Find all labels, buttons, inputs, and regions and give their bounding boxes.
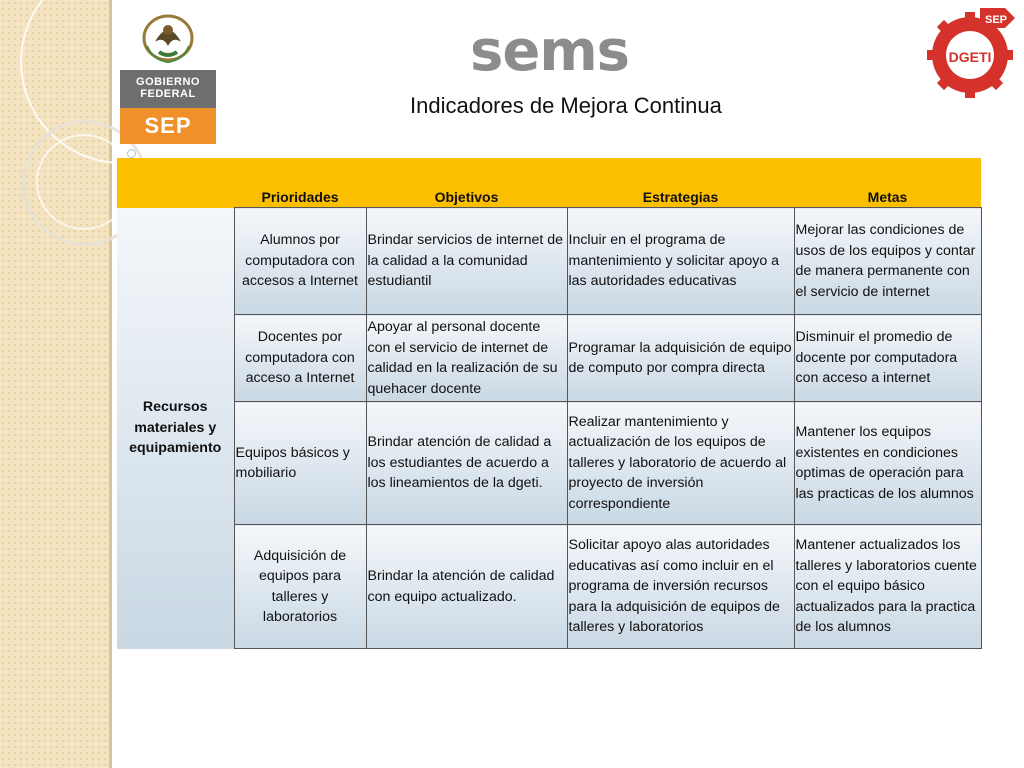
bullet-circle-icon	[127, 149, 136, 158]
header-objetivos: Objetivos	[366, 158, 567, 208]
estrategia-cell: Programar la adquisición de equipo de computo por compra directa	[567, 315, 794, 402]
meta-cell: Mejorar las condiciones de usos de los equipos y contar de manera permanente con el servicio de internet	[794, 208, 981, 315]
page-title: Indicadores de Mejora Continua	[410, 93, 722, 118]
header-prioridades: Prioridades	[234, 158, 366, 208]
side-category-label: Recursos materiales y equipamiento	[117, 208, 234, 649]
header-empty-cell	[117, 158, 234, 208]
table-row	[117, 525, 981, 649]
objetivo-cell: Brindar atención de calidad a los estudiantes de acuerdo a los lineamientos de la dgeti.	[366, 402, 567, 525]
prioridad-cell: Adquisición de equipos para talleres y laboratorios	[234, 525, 366, 649]
estrategia-cell: Realizar mantenimiento y actualización de los equipos de talleres y laboratorio de acuerdo al proyecto de inversión correspondiente	[567, 402, 794, 525]
meta-cell: Disminuir el promedio de docente por computadora con acceso a internet	[794, 315, 981, 402]
prioridad-cell: Equipos básicos y mobiliario	[234, 402, 366, 525]
mexican-seal-icon	[120, 0, 216, 70]
table-row	[117, 208, 981, 315]
table-row	[117, 402, 981, 525]
gobierno-federal-sep-logo: GOBIERNO FEDERAL SEP	[120, 0, 216, 144]
sems-logo: sems	[470, 19, 629, 84]
prioridad-cell: Alumnos por computadora con accesos a Internet	[234, 208, 366, 315]
header-metas: Metas	[794, 158, 981, 208]
meta-cell: Mantener actualizados los talleres y laboratorios cuente con el equipo básico actualizados para la practica de los alumnos	[794, 525, 981, 649]
objetivo-cell: Brindar la atención de calidad con equipo actualizado.	[366, 525, 567, 649]
prioridad-cell: Docentes por computadora con acceso a Internet	[234, 315, 366, 402]
header-estrategias: Estrategias	[567, 158, 794, 208]
table-row	[117, 315, 981, 402]
dgeti-logo	[925, 0, 1015, 105]
objetivo-cell: Brindar servicios de internet de la calidad a la comunidad estudiantil	[366, 208, 567, 315]
objetivo-cell: Apoyar al personal docente con el servicio de internet de calidad en la realización de su quehacer docente	[366, 315, 567, 402]
meta-cell: Mantener los equipos existentes en condiciones optimas de operación para las practicas de los alumnos	[794, 402, 981, 525]
estrategia-cell: Solicitar apoyo alas autoridades educativas así como incluir en el programa de inversión recursos para la adquisición de equipos de talleres y laboratorios	[567, 525, 794, 649]
svg-text:SEP: SEP	[984, 14, 1008, 26]
indicators-table	[117, 158, 982, 649]
table-header-row	[117, 158, 981, 208]
estrategia-cell: Incluir en el programa de mantenimiento y solicitar apoyo a las autoridades educativas	[567, 208, 794, 315]
svg-text:DGETI: DGETI	[948, 49, 992, 65]
